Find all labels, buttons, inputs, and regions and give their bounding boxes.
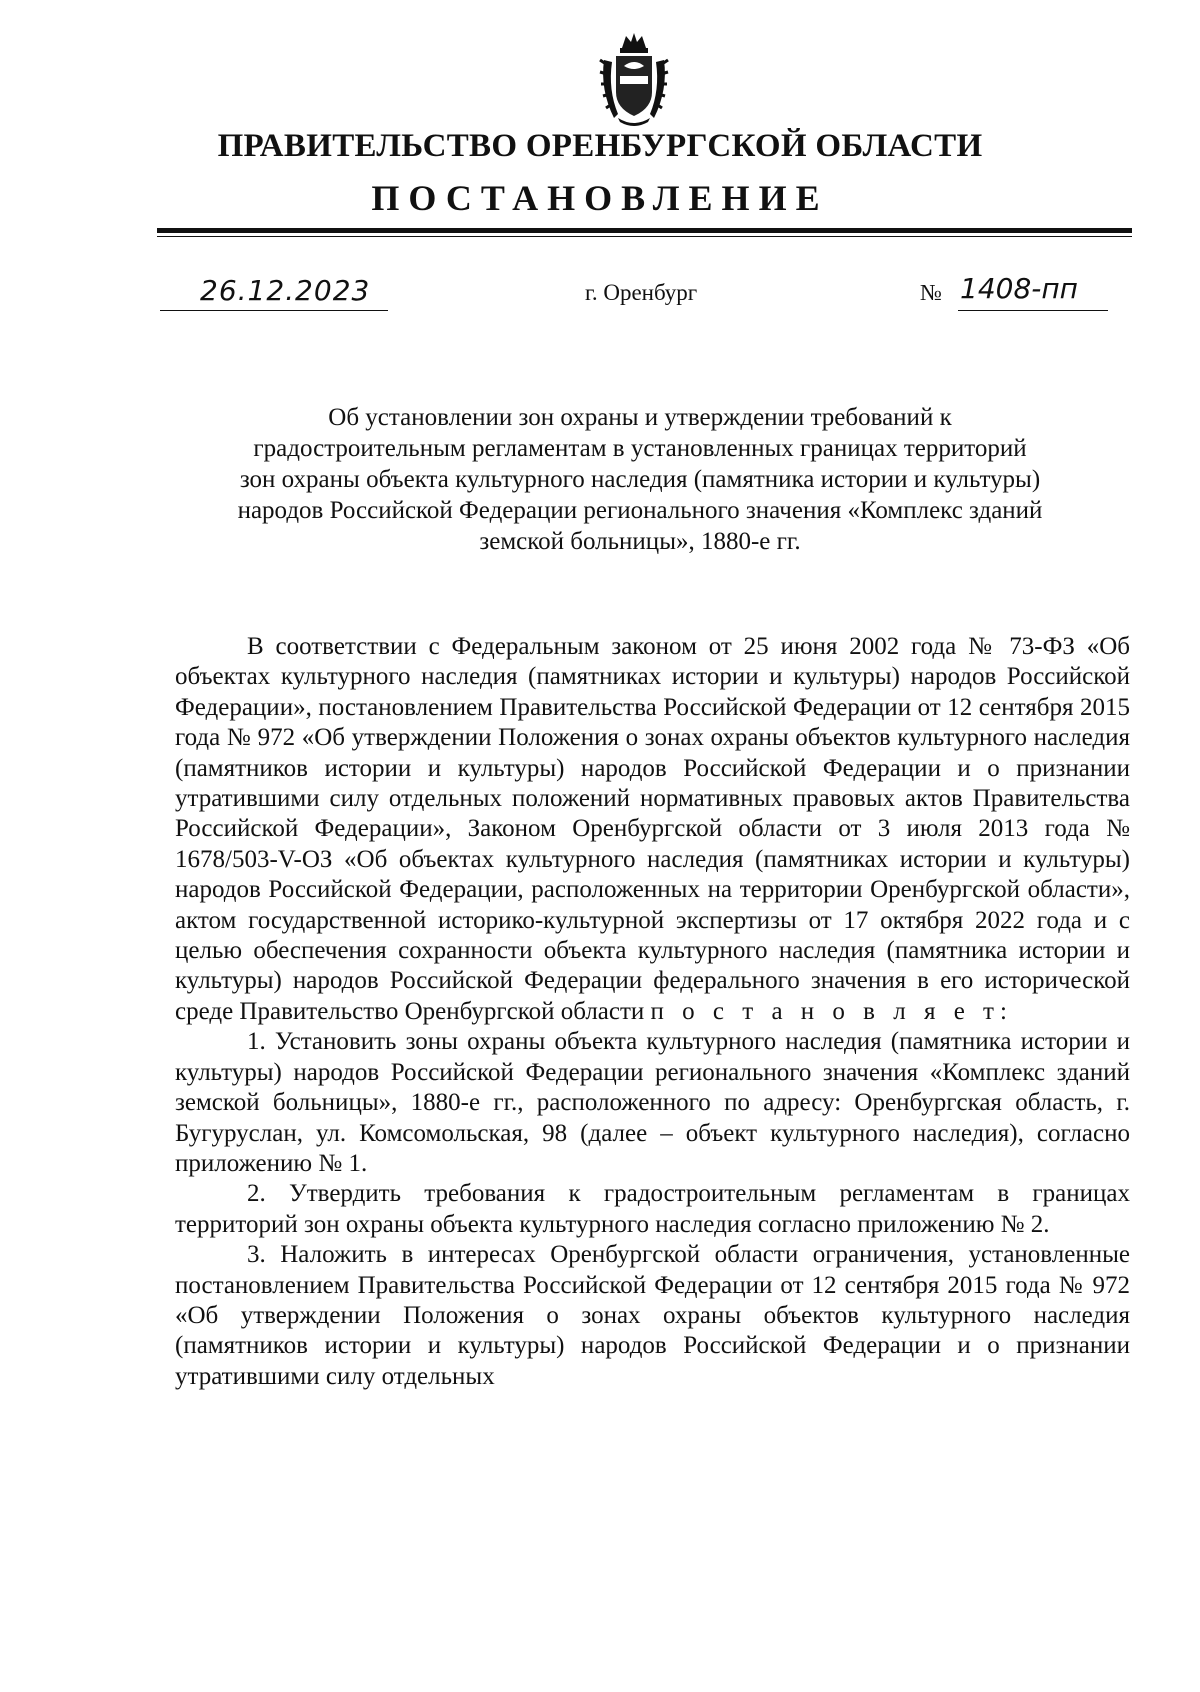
number-sign: №	[920, 280, 942, 305]
heading-line: народов Российской Федерации регионального значения «Комплекс зданий	[237, 497, 1043, 524]
heading-line: Об установлении зон охраны и утверждении требований к	[328, 404, 952, 431]
date-underline	[160, 310, 388, 311]
intro-text: В соответствии с Федеральным законом от 25 июня 2002 года № 73-ФЗ «Об объектах культурного наследия (памятниках истории и культуры) народов Российской Федерации», постановлением Правительства Российской Федерации от 12 сентября 2015 года № 972 «Об утверждении Положения о зонах охраны объектов культурного наследия (памятников истории и культуры) народов Российской Федерации и о признании утратившими силу отдельных положений нормативных правовых актов Правительства Российской Федерации», Законом Оренбургской области от 3 июля 2013 года № 1678/503-V-ОЗ «Об объектах культурного наследия (памятниках истории и культуры) народов Российской Федерации, расположенных на территории Оренбургской области», актом государственной историко-культурной экспертизы от 17 октября 2022 года и с целью обеспечения сохранности объекта культурного наследия (памятника истории и культуры) народов Российской Федерации федерального значения в его исторической среде Правительство Оренбургской области	[175, 633, 1130, 1025]
coat-of-arms-icon	[598, 30, 670, 130]
intro-paragraph	[175, 632, 1130, 1027]
header-rule	[157, 228, 1132, 233]
heading-line: земской больницы», 1880-е гг.	[479, 528, 801, 555]
document-body	[175, 632, 1130, 1392]
heading-line: зон охраны объекта культурного наследия (памятника истории и культуры)	[239, 466, 1041, 493]
government-title: ПРАВИТЕЛЬСТВО ОРЕНБУРГСКОЙ ОБЛАСТИ	[217, 128, 983, 164]
document-number: 1408-пп	[960, 272, 1078, 305]
item-3: 3. Наложить в интересах Оренбургской области ограничения, установленные постановлением Правительства Российской Федерации от 12 сентября 2015 года № 972 «Об утверждении Положения о зонах охраны объектов культурного наследия (памятников истории и культуры) народов Российской Федерации и о признании утратившими силу отдельных	[175, 1241, 1130, 1390]
item-2: 2. Утвердить требования к градостроительным регламентам в границах территорий зон охраны объекта культурного наследия согласно приложению № 2.	[175, 1180, 1130, 1238]
document-date: 26.12.2023	[200, 274, 371, 307]
document-city: г. Оренбург	[585, 280, 698, 305]
resolves-word: п о с т а н о в л я е т:	[650, 997, 1013, 1025]
item-1: 1. Установить зоны охраны объекта культурного наследия (памятника истории и культуры) народов Российской Федерации регионального значения «Комплекс зданий земской больницы», 1880-е гг., расположенного по адресу: Оренбургская область, г. Бугуруслан, ул. Комсомольская, 98 (далее – объект культурного наследия), согласно приложению № 1.	[175, 1028, 1130, 1177]
document-heading	[150, 402, 1130, 557]
header-rule-thin	[157, 236, 1132, 237]
heading-line: градостроительным регламентам в установленных границах территорий	[253, 435, 1027, 462]
number-underline	[958, 310, 1108, 311]
document-type: ПОСТАНОВЛЕНИЕ	[371, 178, 829, 218]
